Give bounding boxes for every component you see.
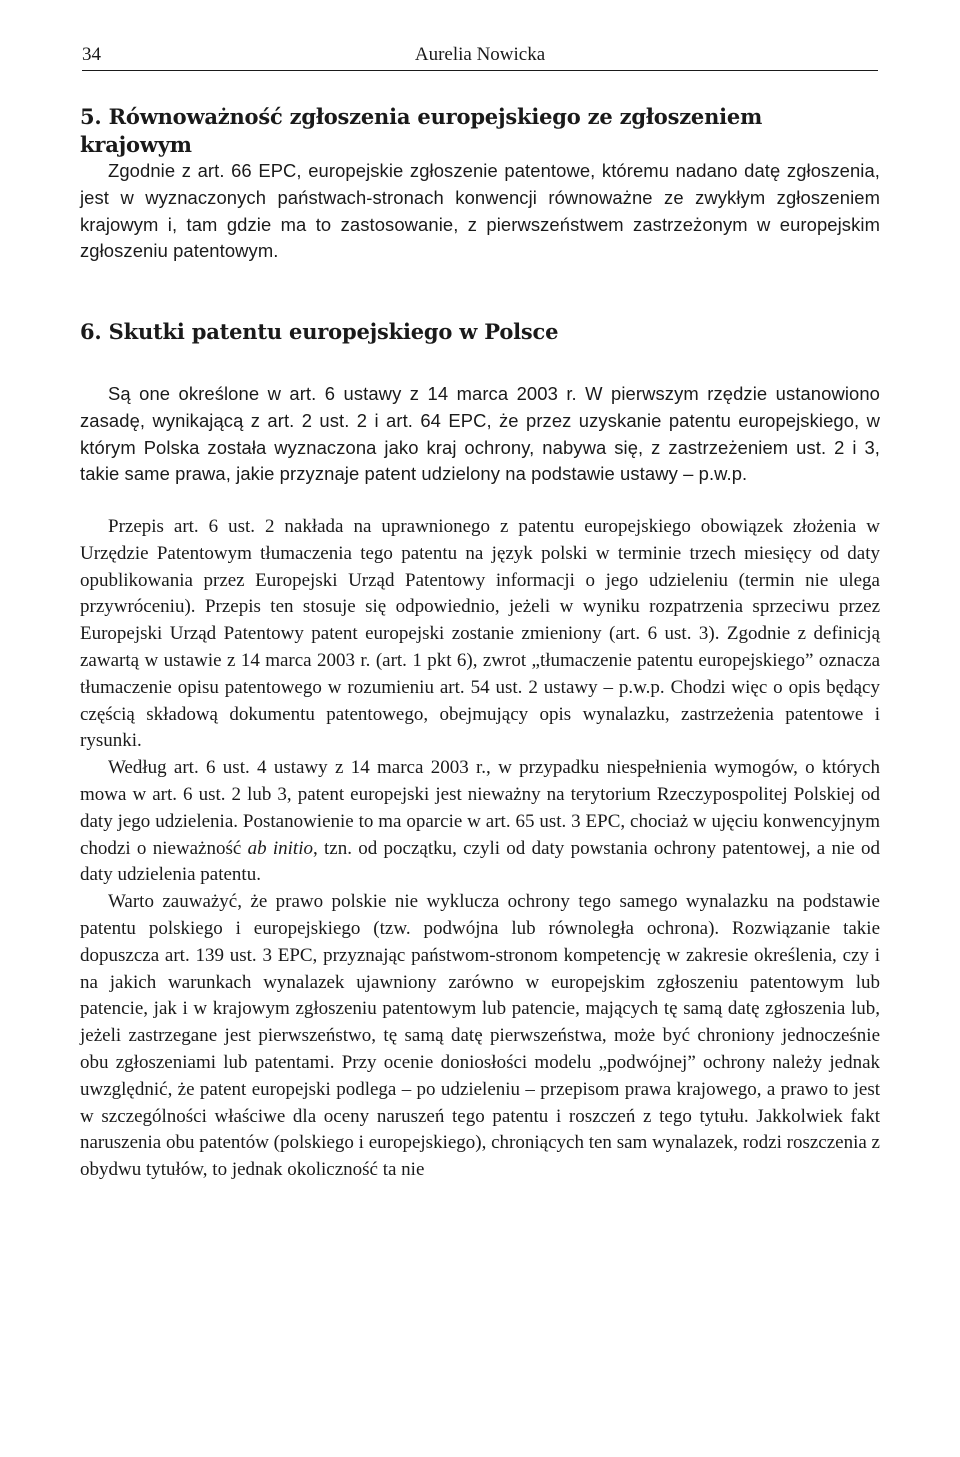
section-5-paragraph: Zgodnie z art. 66 EPC, europejskie zgłoszenie patentowe, któremu nadano datę zgłoszenia, jest w wyznaczonych państwach-stronach konwencji równoważne ze zwykłym zgłoszeniem krajowym i, tam gdzie ma to zastosowanie, z pierwszeństwem zastrzeżonym w europejskim zgłoszeniu patentowym.: [80, 160, 880, 262]
paragraph-3-text-end: , tzn. od początku, czyli od daty powstania ochrony patentowej, a nie od daty udzielenia patentu.: [80, 837, 880, 886]
section-6-paragraph-2: Przepis art. 6 ust. 2 nakłada na uprawnionego z patentu europejskiego obowiązek złożenia w Urzędzie Patentowym tłumaczenia tego patentu na język polski w terminie trzech miesięcy od daty opublikowania przez Europejski Urząd Patentowy informacji o jego udzieleniu (termin nie ulega przywróceniu). Przepis ten stosuje się odpowiednio, jeżeli w wyniku rozpatrzenia sprzeciwu przez Europejski Urząd Patentowy patent europejski zostanie zmieniony (art. 6 ust. 3). Zgodnie z definicją zawartą w ustawie z 14 marca 2003 r. (art. 1 pkt 6), zwrot „tłumaczenie patentu europejskiego” oznacza tłumaczenie opisu patentowego w rozumieniu art. 54 ust. 2 ustawy – p.w.p. Chodzi więc o opis będący częścią składową dokumentu patentowego, obejmujący opis wynalazku, zastrzeżenia patentowe i rysunki.: [80, 516, 880, 752]
section-6-heading: 6. Skutki patentu europejskiego w Polsce: [80, 319, 559, 344]
page-number: 34: [82, 44, 101, 65]
paragraph-3-text-start: Według art. 6 ust. 4 ustawy z 14 marca 2003 r., w przypadku niespełnienia wymogów, o których mowa w art. 6 ust. 2 lub 3, patent europejski jest nieważny na terytorium Rzeczypospolitej Polskiej od daty jego udzielenia. Postanowienie to ma oparcie w art. 65 ust. 3 EPC, chociaż w ujęciu konwencyjnym chodzi o nieważność: [80, 757, 880, 859]
running-header: [82, 40, 878, 71]
latin-term: ab initio: [247, 837, 313, 859]
section-5-heading: 5. Równoważność zgłoszenia europejskiego ze zgłoszeniem krajowym: [80, 104, 763, 157]
section-6-paragraph-4: Warto zauważyć, że prawo polskie nie wyklucza ochrony tego samego wynalazku na podstawie patentu polskiego i europejskiego (tzw. podwójna lub równoległa ochrona). Rozwiązanie takie dopuszcza art. 139 ust. 3 EPC, przyznając państwom-stronom kompetencję w zakresie określenia, czy i na jakich warunkach wynalazek ujawniony zarówno w europejskim zgłoszeniu patentowym lub patencie, jak i w krajowym zgłoszeniu patentowym lub patencie, mających tę samą datę zgłoszenia lub, jeżeli zastrzegane jest pierwszeństwo, tę samą datę pierwszeństwa, może być chroniony jednocześnie obu zgłoszeniami lub patentami. Przy ocenie doniosłości modelu „podwójnej” ochrony należy jednak uwzględnić, że patent europejski podlega – po udzieleniu – przepisom prawa krajowego, a prawo to jest w szczególności właściwe dla oceny naruszeń tego patentu i roszczeń z tego tytułu. Jakkolwiek fakt naruszenia obu patentów (polskiego i europejskiego), chroniących ten sam wynalazek, rodzi roszczenia z obydwu tytułów, to jednak okoliczność ta nie: [80, 891, 880, 1181]
section-6-paragraph-3: [80, 755, 880, 889]
section-6-intro: [80, 381, 880, 488]
section-6-body: [80, 514, 880, 1184]
section-5-body: [80, 158, 880, 265]
section-6-paragraph-1: Są one określone w art. 6 ustawy z 14 marca 2003 r. W pierwszym rzędzie ustanowiono zasadę, wynikającą z art. 2 ust. 2 i art. 64 EPC, że przez uzyskanie patentu europejskiego, w którym Polska została wyznaczona jako kraj ochrony, nabywa się, z zastrzeżeniem ust. 2 i 3, takie same prawa, jakie przyznaje patent udzielony na podstawie ustawy – p.w.p.: [80, 383, 880, 485]
author-name: Aurelia Nowicka: [414, 44, 546, 65]
